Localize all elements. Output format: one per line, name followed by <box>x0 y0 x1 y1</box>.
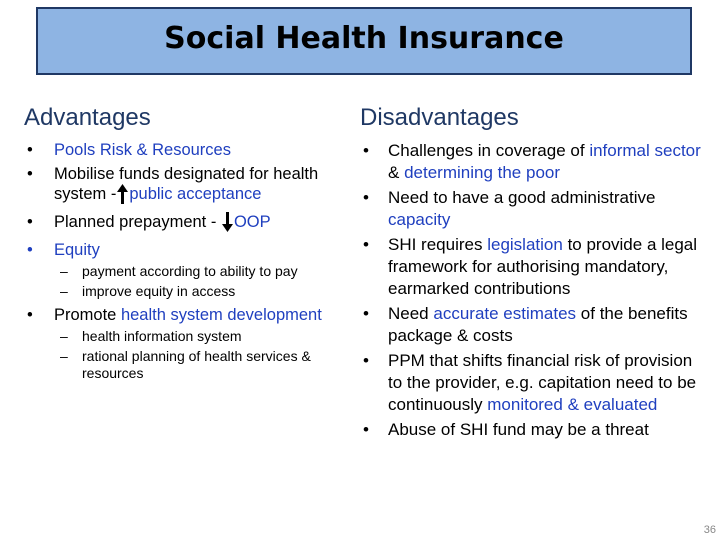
bullet-icon: • <box>363 188 369 207</box>
disadvantage-text: Challenges in coverage of <box>388 141 585 160</box>
bullet-icon: • <box>363 420 369 439</box>
disadvantage-text: to provide a legal framework for authorising mandatory, earmarked contributions <box>388 235 698 298</box>
disadvantage-highlight: informal sector <box>589 141 701 160</box>
advantage-item <box>24 140 344 160</box>
down-arrow-icon <box>222 212 233 237</box>
disadvantage-highlight: accurate estimates <box>433 304 577 323</box>
disadvantage-text: Abuse of SHI fund may be a threat <box>388 420 649 439</box>
dash-icon: – <box>60 328 68 344</box>
advantage-subitem <box>24 348 344 382</box>
advantages-list <box>24 140 344 382</box>
dash-icon: – <box>60 263 68 279</box>
advantage-item <box>24 305 344 325</box>
disadvantage-item <box>360 303 705 347</box>
disadvantage-highlight: monitored & evaluated <box>487 395 658 414</box>
advantage-item <box>24 240 344 260</box>
slide-title: Social Health Insurance <box>164 21 564 56</box>
advantage-subtext: rational planning of health services & resources <box>82 348 311 381</box>
disadvantage-item <box>360 187 705 231</box>
up-arrow-icon <box>117 184 128 209</box>
bullet-icon: • <box>27 141 33 159</box>
bullet-icon: • <box>363 235 369 254</box>
advantage-item <box>24 164 344 209</box>
bullet-icon: • <box>363 141 369 160</box>
advantage-highlight: health system development <box>120 306 322 324</box>
bullet-icon: • <box>27 213 33 231</box>
advantages-heading: Advantages <box>24 104 151 131</box>
advantages-column <box>24 104 344 385</box>
dash-icon: – <box>60 283 68 299</box>
advantage-subitem <box>24 263 344 280</box>
advantage-subtext: health information system <box>82 328 242 344</box>
bullet-icon: • <box>27 306 33 324</box>
bullet-icon: • <box>27 241 33 259</box>
advantage-subitem <box>24 328 344 345</box>
disadvantages-column <box>360 104 705 444</box>
disadvantage-text: of the benefits package & costs <box>388 304 688 345</box>
disadvantage-text: & <box>388 163 400 182</box>
advantage-text: Promote <box>54 306 117 324</box>
disadvantage-highlight: legislation <box>487 235 563 254</box>
advantage-highlight: OOP <box>233 213 271 231</box>
disadvantage-item <box>360 234 705 300</box>
bullet-icon: • <box>27 165 33 183</box>
disadvantage-highlight: determining the poor <box>404 163 561 182</box>
disadvantage-item <box>360 419 705 441</box>
advantage-item <box>24 212 344 237</box>
disadvantage-highlight: capacity <box>388 210 451 229</box>
disadvantages-list <box>360 140 705 441</box>
disadvantage-item <box>360 350 705 416</box>
title-banner <box>36 7 692 75</box>
disadvantage-item <box>360 140 705 184</box>
advantage-subitem <box>24 283 344 300</box>
disadvantage-text: Need <box>388 304 429 323</box>
bullet-icon: • <box>363 351 369 370</box>
bullet-icon: • <box>363 304 369 323</box>
advantage-highlight: public acceptance <box>129 185 262 203</box>
page-number: 36 <box>703 524 716 536</box>
advantage-subtext: improve equity in access <box>82 283 236 299</box>
advantage-text: Planned prepayment - <box>54 213 217 231</box>
advantage-text: Mobilise funds designated for health system - <box>54 165 319 203</box>
dash-icon: – <box>60 348 68 364</box>
disadvantage-text: SHI requires <box>388 235 483 254</box>
disadvantage-text: Need to have a good administrative <box>388 188 656 207</box>
advantage-text: Pools Risk & Resources <box>54 141 231 159</box>
advantage-subtext: payment according to ability to pay <box>82 263 298 279</box>
advantage-text: Equity <box>54 241 100 259</box>
disadvantage-text: PPM that shifts financial risk of provision to the provider, e.g. capitation need to be continuously <box>388 351 697 414</box>
disadvantages-heading: Disadvantages <box>360 104 519 131</box>
